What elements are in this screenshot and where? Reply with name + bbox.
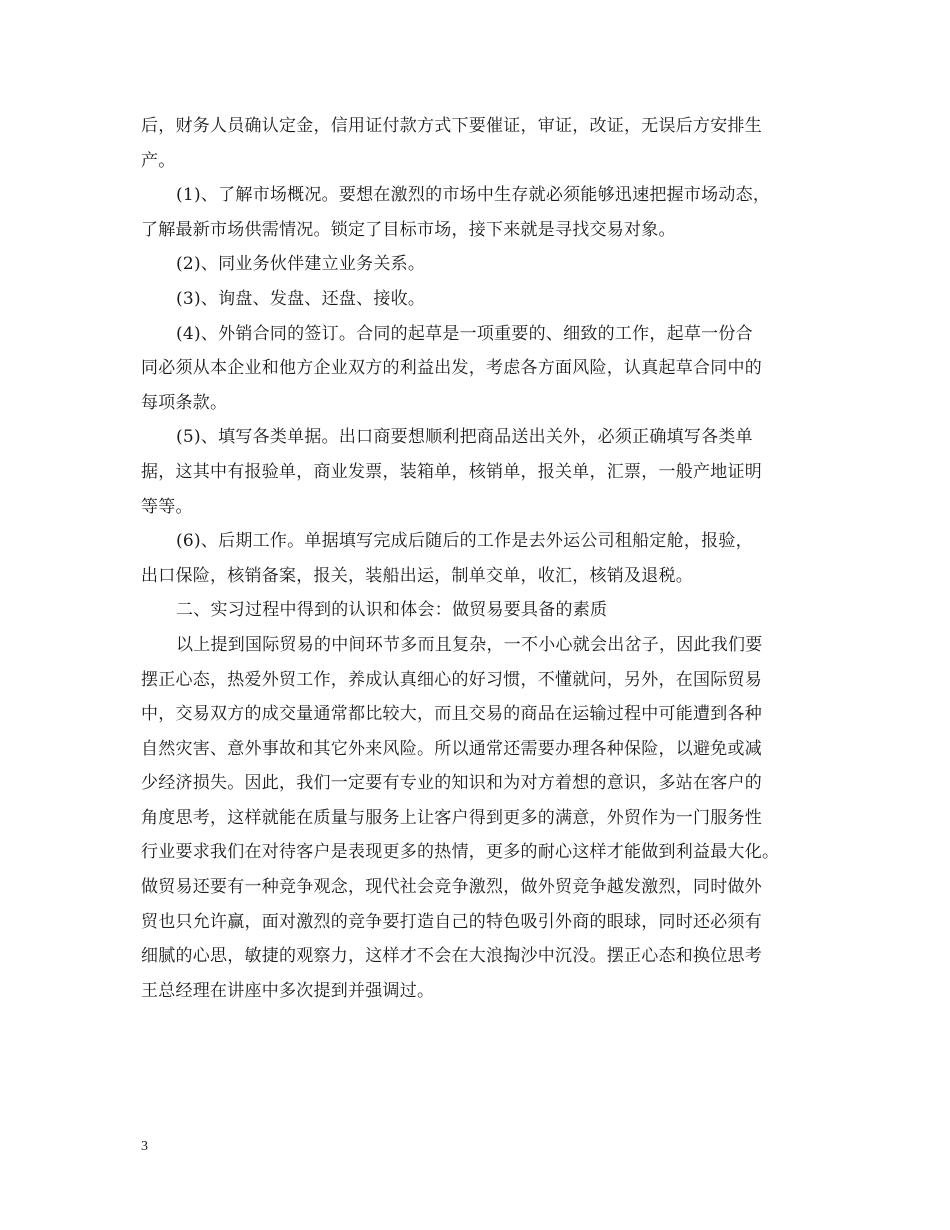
text-line: 每项条款。	[141, 392, 228, 413]
text-line: 了解最新市场供需情况。锁定了目标市场，接下来就是寻找交易对象。	[141, 219, 676, 240]
text-line: 二、实习过程中得到的认识和体会：做贸易要具备的素质	[176, 600, 608, 621]
text-line: 行业要求我们在对待客户是表现更多的热情，更多的耐心这样才能做到利益最大化。	[141, 842, 780, 863]
text-line: 王总经理在讲座中多次提到并强调过。	[141, 980, 435, 1001]
text-line: 角度思考，这样就能在质量与服务上让客户得到更多的满意，外贸作为一门服务性	[141, 807, 762, 828]
text-line: 贸也只允许赢，面对激烈的竞争要打造自己的特色吸引外商的眼球，同时还必须有	[141, 911, 762, 932]
text-line: 少经济损失。因此，我们一定要有专业的知识和为对方着想的意识，多站在客户的	[141, 773, 762, 794]
text-line: 摆正心态，热爱外贸工作，养成认真细心的好习惯，不懂就问，另外，在国际贸易	[141, 669, 762, 690]
text-line: 等等。	[141, 496, 193, 517]
text-line: (5)、填写各类单据。出口商要想顺利把商品送出关外，必须正确填写各类单	[176, 427, 753, 448]
text-line: 据，这其中有报验单，商业发票，装箱单，核销单，报关单，汇票，一般产地证明	[141, 461, 762, 482]
text-line: (4)、外销合同的签订。合同的起草是一项重要的、细致的工作，起草一份合	[176, 323, 753, 344]
page-number: 3	[141, 1139, 148, 1154]
text-line: 出口保险，核销备案，报关，装船出运，制单交单，收汇，核销及退税。	[141, 565, 693, 586]
text-line: 产。	[141, 150, 176, 171]
text-line: 自然灾害、意外事故和其它外来风险。所以通常还需要办理各种保险，以避免或减	[141, 738, 762, 759]
text-line: (6)、后期工作。单据填写完成后随后的工作是去外运公司租船定舱，报验，	[176, 531, 753, 552]
text-line: 同必须从本企业和他方企业双方的利益出发，考虑各方面风险，认真起草合同中的	[141, 358, 762, 379]
text-line: (1)、了解市场概况。要想在激烈的市场中生存就必须能够迅速把握市场动态，	[176, 185, 771, 206]
text-line: 后，财务人员确认定金，信用证付款方式下要催证，审证，改证，无误后方安排生	[141, 116, 762, 136]
text-line: 中，交易双方的成交量通常都比较大，而且交易的商品在运输过程中可能遭到各种	[141, 704, 762, 725]
text-line: (2)、同业务伙伴建立业务关系。	[176, 254, 426, 275]
text-line: 做贸易还要有一种竞争观念，现代社会竞争激烈，做外贸竞争越发激烈，同时做外	[141, 877, 762, 898]
text-line: 以上提到国际贸易的中间环节多而且复杂，一不小心就会出岔子，因此我们要	[176, 634, 763, 655]
document-body	[141, 109, 831, 1008]
text-line: 细腻的心思，敏捷的观察力，这样才不会在大浪掏沙中沉没。摆正心态和换位思考	[141, 946, 762, 967]
text-line: (3)、询盘、发盘、还盘、接收。	[176, 288, 426, 309]
